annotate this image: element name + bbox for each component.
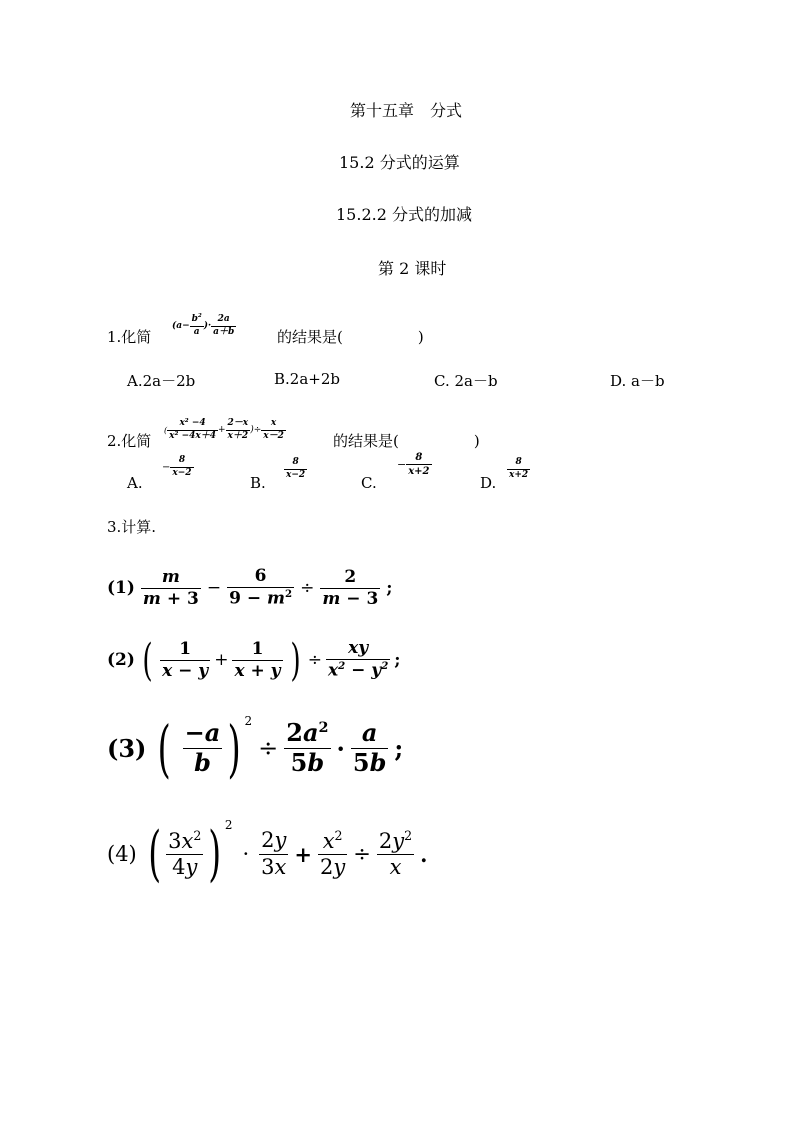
q1-fraction-b2-over-a: $\frac{b^2}{a}$ bbox=[191, 313, 202, 337]
q2-prefix: 2.化简 bbox=[107, 432, 152, 450]
q2-fraction-1: $\frac{\text{x² −4}}{\text{x² −4x＋4}}$ bbox=[169, 417, 216, 441]
q1-open: (a− bbox=[172, 321, 190, 331]
q1-fraction-2a-over-aplusb: $\frac{2a}{a+b}$ bbox=[213, 313, 235, 337]
q2-option-b-label: B. bbox=[250, 474, 266, 492]
q1-option-c: C. 2a－b bbox=[434, 372, 498, 390]
q1-expression bbox=[172, 308, 236, 344]
q2-option-c-label: C. bbox=[361, 474, 377, 492]
q2-option-a-expr: − $\frac{8}{x-2}$ bbox=[162, 455, 192, 478]
q3-part1: (1) $\frac{m}{m + 3}$ − $\frac{6}{9 - m^2}$ ÷ $\frac{2}{m - 3}$ ; bbox=[107, 566, 393, 609]
q1-prefix: 1.化简 bbox=[107, 328, 152, 346]
chapter-title: 第十五章 分式 bbox=[350, 101, 463, 120]
q3-part2: (2) ( $\frac{1}{x - y}$ + $\frac{1}{x + y}$ ) ÷ $\frac{xy}{x^2 - y^2}$ ; bbox=[107, 634, 401, 686]
q3-title: 3.计算. bbox=[107, 518, 157, 536]
subsection-title: 15.2.2 分式的加减 bbox=[336, 205, 472, 224]
lesson-title: 第 2 课时 bbox=[378, 259, 447, 278]
q1-option-a: A.2a－2b bbox=[127, 372, 196, 390]
q2-option-c-expr: − $\frac{8}{x+2}$ bbox=[397, 452, 430, 477]
q2-option-b-expr: $\frac{8}{x-2}$ bbox=[286, 457, 306, 480]
q1-suffix: 的结果是( ) bbox=[277, 328, 424, 346]
q1-close-dot: )· bbox=[203, 321, 212, 331]
q2-fraction-2: $\frac{2-x}{x+2}$ bbox=[227, 417, 249, 441]
q2-expression: ( $\frac{\text{x² −4}}{\text{x² −4x＋4}}$ + $\frac{2-x}{x+2}$ )÷ $\frac{x}{x-2}$ bbox=[164, 417, 284, 441]
q2-fraction-3: $\frac{x}{x-2}$ bbox=[263, 417, 284, 441]
q2-option-d-label: D. bbox=[480, 474, 497, 492]
q2-option-d-expr: $\frac{8}{x+2}$ bbox=[509, 457, 529, 480]
q1-option-b: B.2a+2b bbox=[274, 370, 340, 388]
q1-option-d: D. a－b bbox=[610, 372, 665, 390]
q3-part4: (4) ( $\frac{3x^2}{4y}$ ) $^2$ · $\frac{2y}{3x}$ + $\frac{x^2}{2y}$ ÷ $\frac{2y^2}{x}$ . bbox=[107, 818, 428, 889]
q3-part3: (3) ( $\frac{-a}{b}$ ) $^2$ ÷ $\frac{2a^2}{5b}$ · $\frac{a}{5b}$ ; bbox=[107, 711, 404, 785]
q2-option-a-label: A. bbox=[127, 474, 143, 492]
q2-suffix: 的结果是( ) bbox=[333, 432, 480, 450]
section-title: 15.2 分式的运算 bbox=[339, 153, 460, 172]
